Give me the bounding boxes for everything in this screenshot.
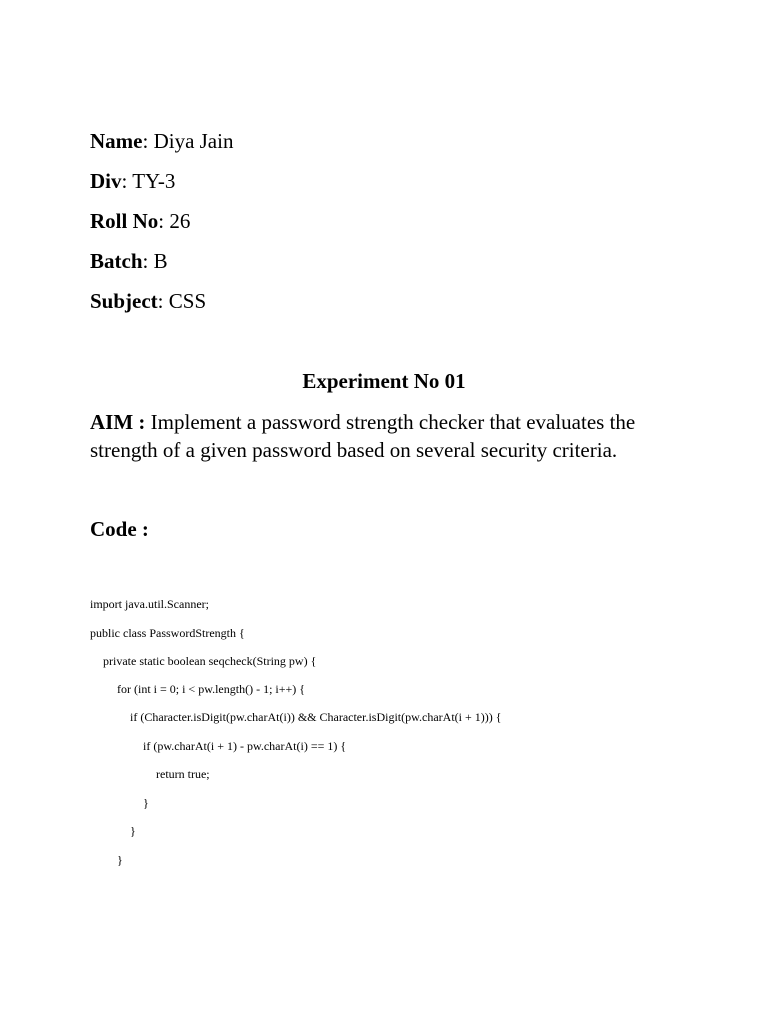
batch-value: : B [142, 249, 168, 273]
code-line-10: } [117, 853, 123, 867]
div-label: Div [90, 169, 122, 193]
name-value: : Diya Jain [142, 129, 234, 153]
code-line-8: } [143, 796, 149, 810]
aim-label: AIM : [90, 410, 146, 434]
subject-label: Subject [90, 289, 158, 313]
code-line-2: public class PasswordStrength { [90, 626, 245, 640]
subject-value: : CSS [157, 289, 207, 313]
aim-text: Implement a password strength checker that evaluates the strength of a given password based on several security criteria. [90, 410, 636, 462]
code-line-4: for (int i = 0; i < pw.length() - 1; i++) { [117, 682, 306, 696]
div-value: : TY-3 [121, 169, 176, 193]
name-line [90, 128, 233, 154]
name-label: Name [90, 129, 143, 153]
div-line [90, 168, 175, 194]
roll-label: Roll No [90, 209, 159, 233]
batch-label: Batch [90, 249, 143, 273]
code-heading: Code : [90, 517, 149, 541]
code-line-5: if (Character.isDigit(pw.charAt(i)) && Character.isDigit(pw.charAt(i + 1))) { [130, 710, 502, 724]
code-line-7: return true; [156, 767, 210, 781]
code-line-6: if (pw.charAt(i + 1) - pw.charAt(i) == 1) { [143, 739, 347, 753]
experiment-title: Experiment No 01 [302, 369, 466, 393]
code-line-1: import java.util.Scanner; [90, 597, 209, 611]
code-line-9: } [130, 824, 136, 838]
code-line-3: private static boolean seqcheck(String pw) { [103, 654, 317, 668]
batch-line [90, 248, 168, 274]
roll-value: : 26 [158, 209, 191, 233]
aim-paragraph [90, 408, 690, 464]
subject-line [90, 288, 206, 314]
roll-line [90, 208, 190, 234]
